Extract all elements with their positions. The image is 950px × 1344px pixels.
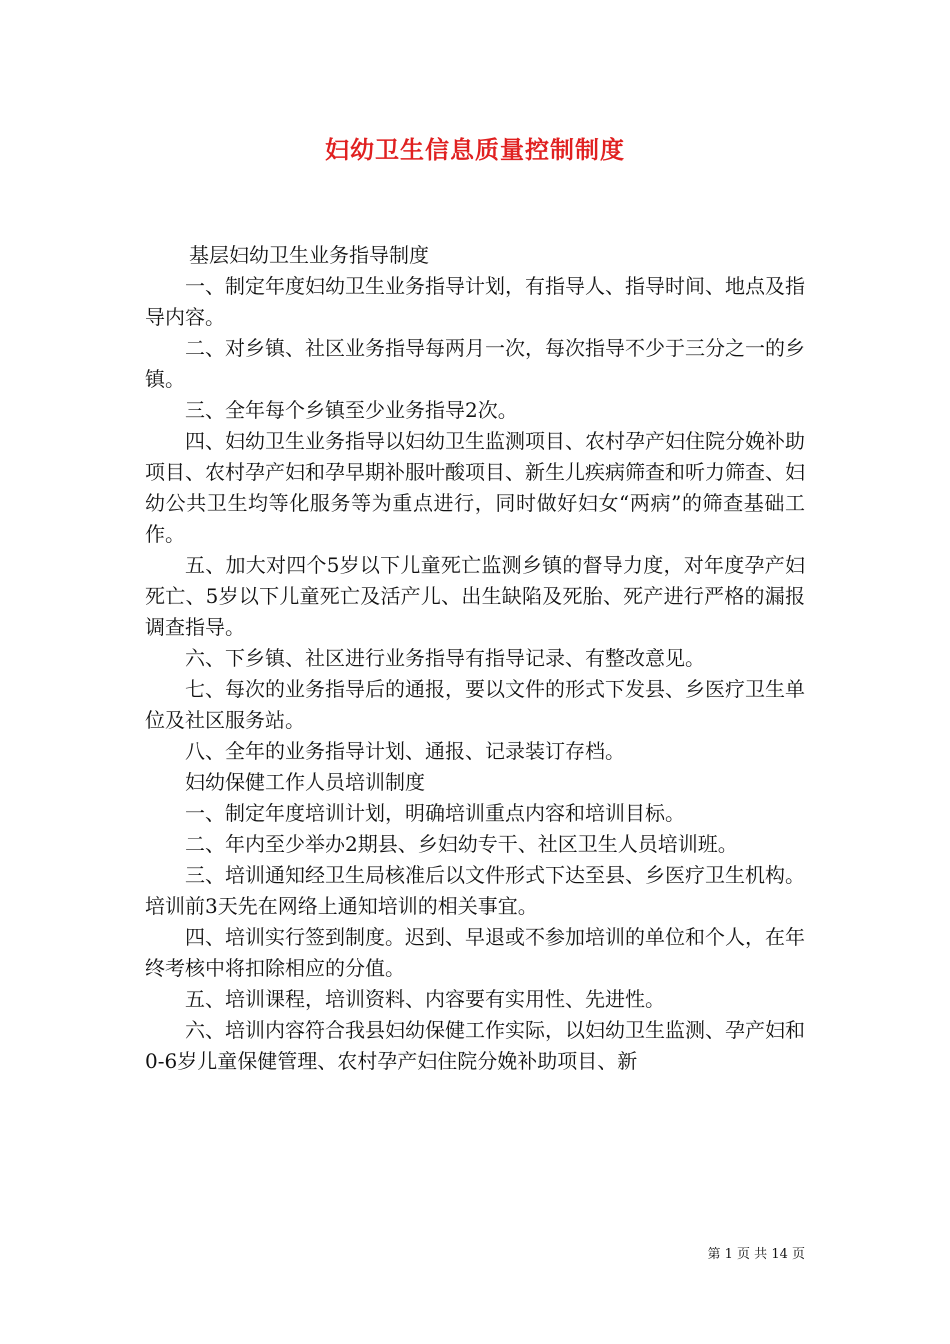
paragraph: 七、每次的业务指导后的通报，要以文件的形式下发县、乡医疗卫生单位及社区服务站。 [145, 677, 805, 732]
paragraph: 三、培训通知经卫生局核准后以文件形式下达至县、乡医疗卫生机构。培训前3天先在网络上通知培训的相关事宜。 [145, 863, 805, 918]
paragraph: 八、全年的业务指导计划、通报、记录装订存档。 [185, 739, 625, 763]
paragraph: 三、全年每个乡镇至少业务指导2次。 [185, 398, 518, 422]
paragraph: 一、制定年度培训计划，明确培训重点内容和培训目标。 [185, 801, 685, 825]
paragraph: 五、培训课程，培训资料、内容要有实用性、先进性。 [185, 987, 665, 1011]
paragraph: 四、妇幼卫生业务指导以妇幼卫生监测项目、农村孕产妇住院分娩补助项目、农村孕产妇和孕早期补服叶酸项目、新生儿疾病筛查和听力筛查、妇幼公共卫生均等化服务等为重点进行，同时做好妇女“两病”的筛查基础工作。 [145, 429, 805, 546]
paragraph: 五、加大对四个5岁以下儿童死亡监测乡镇的督导力度，对年度孕产妇死亡、5岁以下儿童死亡及活产儿、出生缺陷及死胎、死产进行严格的漏报调查指导。 [145, 553, 805, 639]
document-body [145, 240, 805, 1077]
page-number: 第 1 页 共 14 页 [707, 1247, 805, 1262]
paragraph: 二、对乡镇、社区业务指导每两月一次，每次指导不少于三分之一的乡镇。 [145, 336, 805, 391]
paragraph: 六、下乡镇、社区进行业务指导有指导记录、有整改意见。 [185, 646, 705, 670]
paragraph: 四、培训实行签到制度。迟到、早退或不参加培训的单位和个人，在年终考核中将扣除相应的分值。 [145, 925, 805, 980]
paragraph: 六、培训内容符合我县妇幼保健工作实际，以妇幼卫生监测、孕产妇和0-6岁儿童保健管理、农村孕产妇住院分娩补助项目、新 [145, 1018, 805, 1073]
document-title: 妇幼卫生信息质量控制制度 [325, 135, 625, 164]
section-heading: 妇幼保健工作人员培训制度 [185, 770, 425, 794]
section-heading: 基层妇幼卫生业务指导制度 [189, 243, 429, 267]
paragraph: 一、制定年度妇幼卫生业务指导计划，有指导人、指导时间、地点及指导内容。 [145, 274, 805, 329]
paragraph: 二、年内至少举办2期县、乡妇幼专干、社区卫生人员培训班。 [185, 832, 738, 856]
